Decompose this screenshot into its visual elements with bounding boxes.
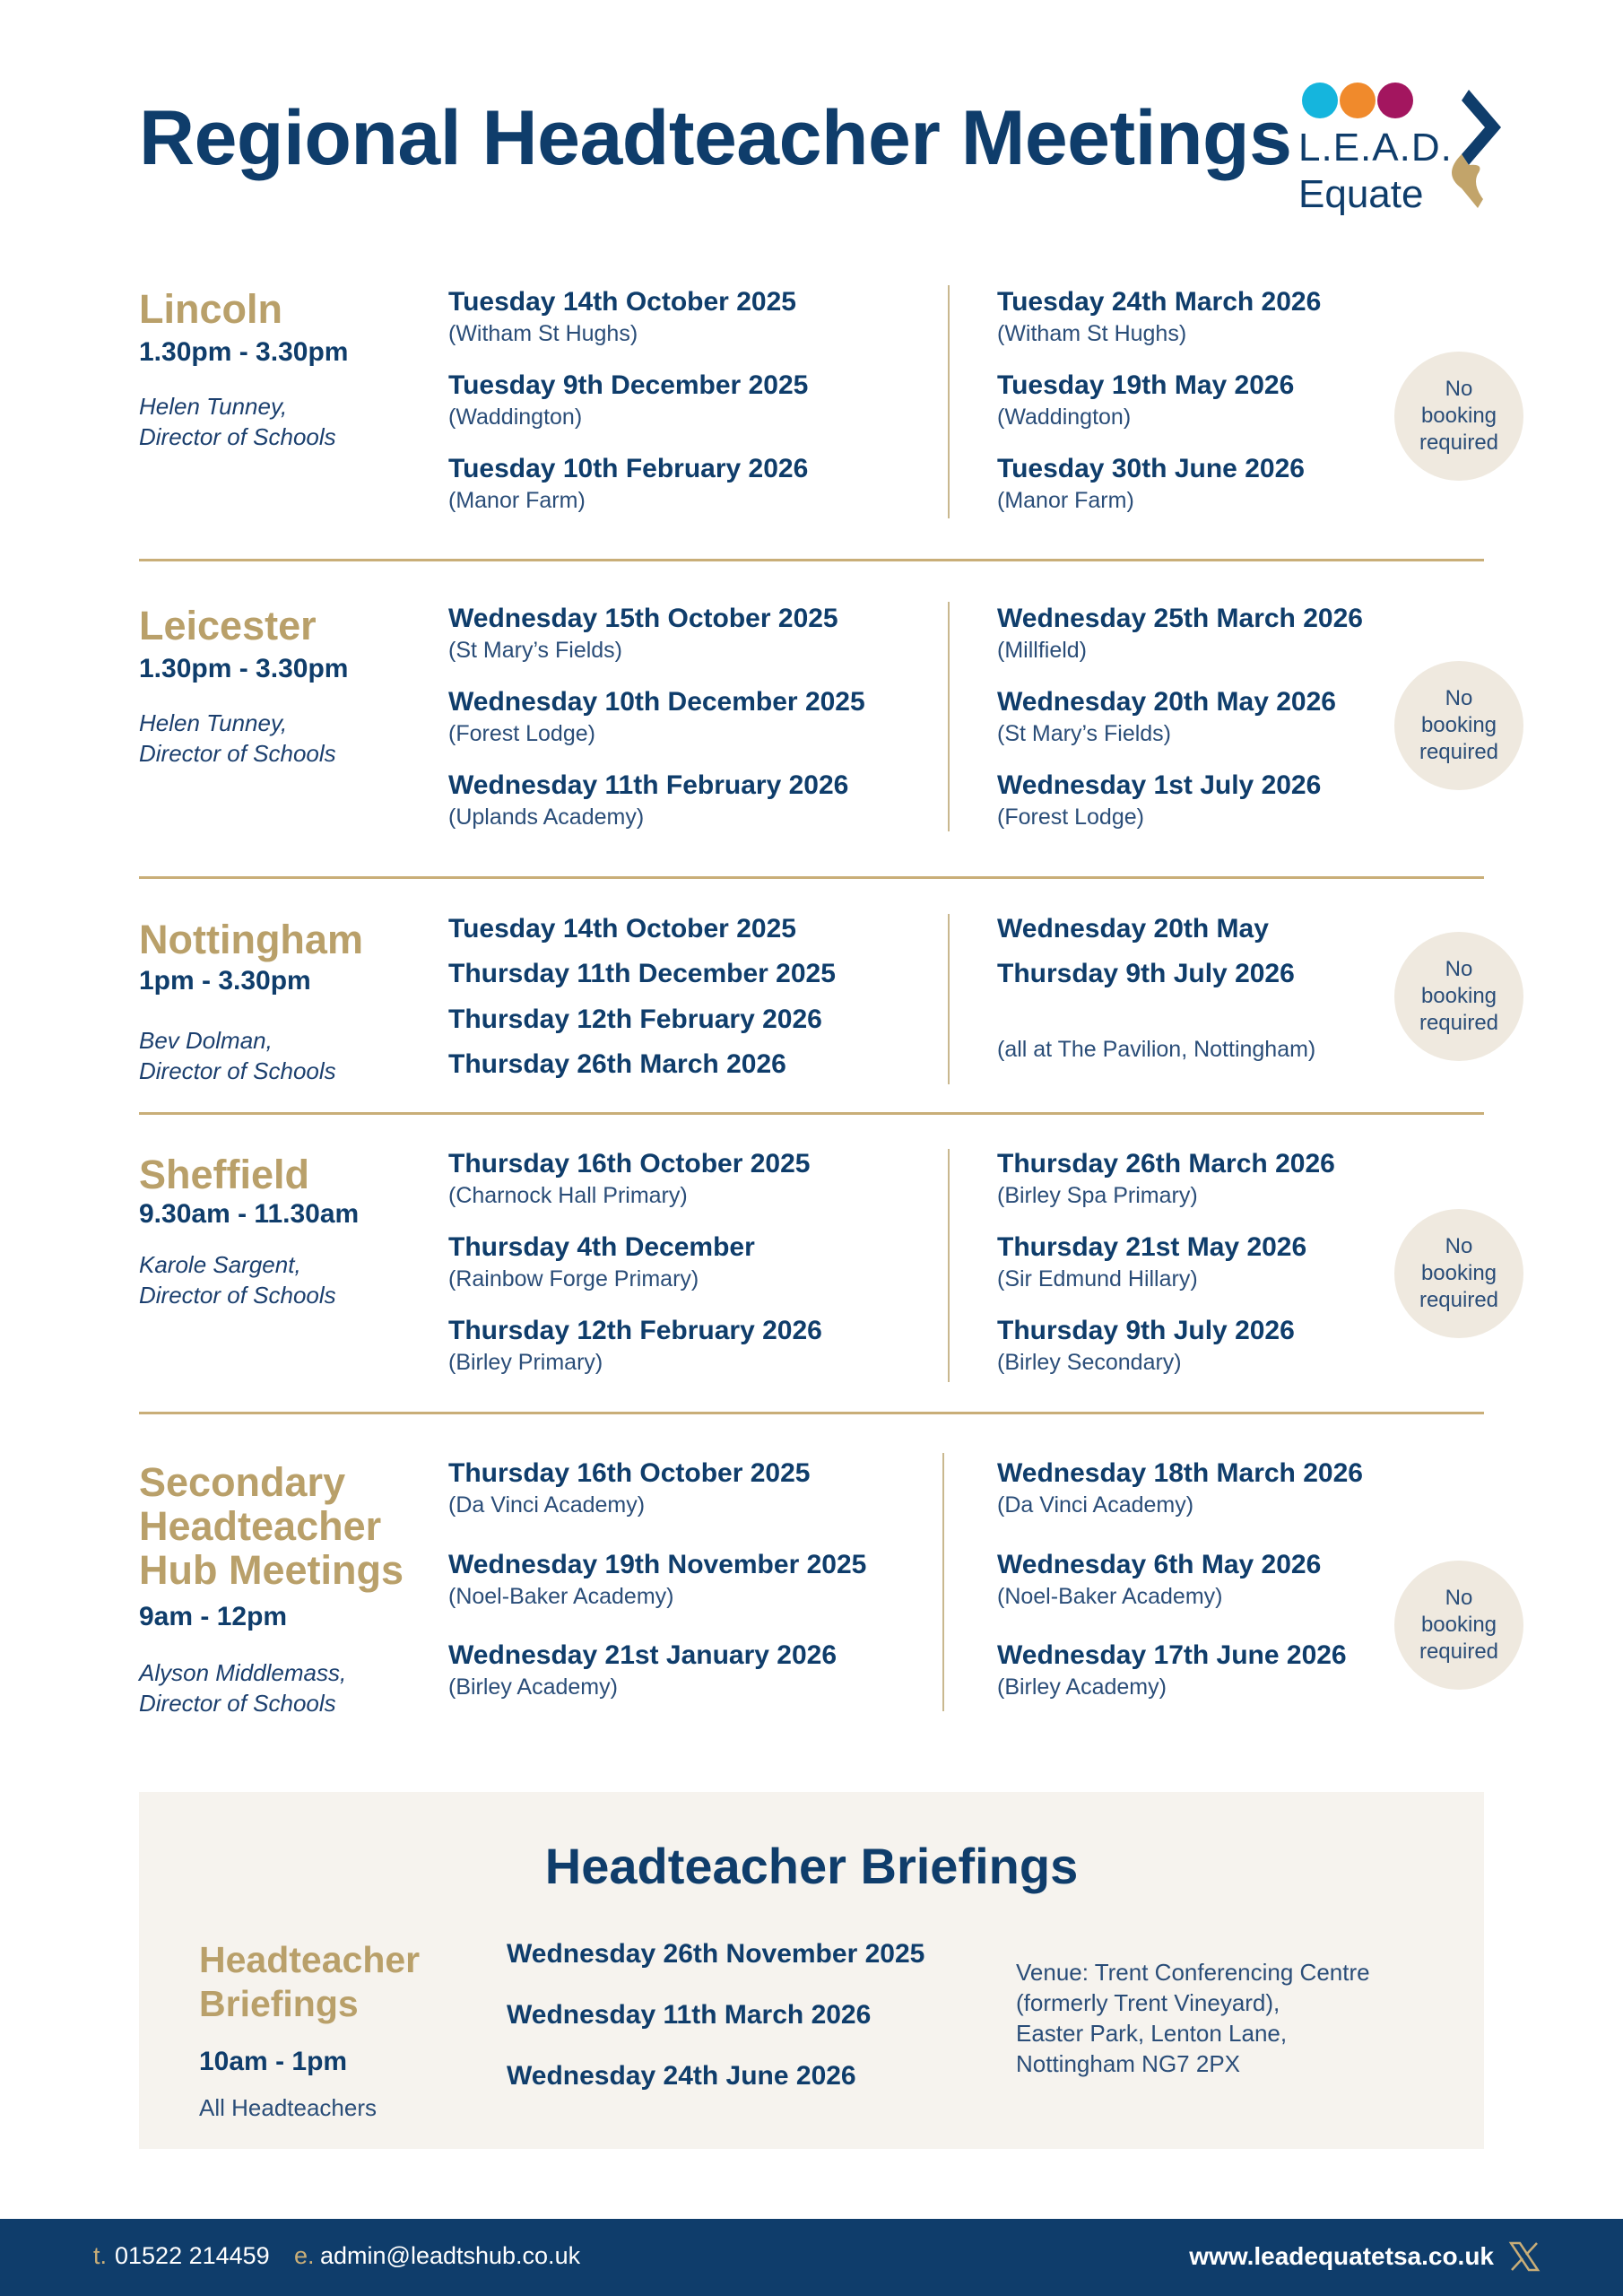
briefing-venue-line: Nottingham NG7 2PX (1016, 2050, 1241, 2077)
footer-bar (0, 2219, 1623, 2296)
column-divider (948, 1149, 950, 1382)
meeting-venue: (Uplands Academy) (448, 804, 645, 830)
meeting-date: Thursday 9th July 2026 (997, 959, 1295, 988)
briefing-venue-line: Easter Park, Lenton Lane, (1016, 2020, 1288, 2047)
meeting-venue: (Charnock Hall Primary) (448, 1183, 688, 1208)
city-name: Lincoln (139, 286, 282, 332)
briefing-venue-line: (formerly Trent Vineyard), (1016, 1989, 1280, 2016)
badge-line: No (1445, 1586, 1473, 1610)
section-divider (139, 1112, 1484, 1115)
badge-line: required (1419, 1011, 1499, 1035)
email-link[interactable]: admin@leadtshub.co.uk (320, 2242, 581, 2269)
no-booking-badge (1394, 1561, 1523, 1690)
person-name: Helen Tunney, (139, 393, 288, 420)
meeting-venue: (Birley Spa Primary) (997, 1183, 1198, 1208)
section-divider (139, 1412, 1484, 1414)
meeting-date: Tuesday 30th June 2026 (997, 454, 1305, 483)
meeting-date: Wednesday 20th May (997, 914, 1269, 944)
meeting-date: Wednesday 10th December 2025 (448, 687, 865, 717)
meeting-date: Wednesday 17th June 2026 (997, 1640, 1347, 1670)
badge-line: booking (1420, 1613, 1497, 1637)
briefings-panel (139, 1792, 1484, 2149)
briefing-venue-line: Venue: Trent Conferencing Centre (1016, 1959, 1370, 1986)
briefings-subheading-line: Briefings (199, 1983, 359, 2024)
meeting-date: Tuesday 19th May 2026 (997, 370, 1295, 400)
meeting-venue: (Birley Academy) (997, 1674, 1167, 1700)
meeting-date: Thursday 26th March 2026 (448, 1049, 786, 1079)
section-divider (139, 559, 1484, 561)
person-name: Alyson Middlemass, (139, 1659, 347, 1686)
meeting-date: Thursday 11th December 2025 (448, 959, 836, 988)
x-icon[interactable] (1508, 2240, 1541, 2273)
person-role: Director of Schools (139, 1690, 336, 1717)
logo-dot-orange (1340, 83, 1376, 118)
section-sheffield (139, 1149, 1499, 1391)
meeting-date: Thursday 4th December (448, 1232, 755, 1262)
meeting-time: 9.30am - 11.30am (139, 1199, 360, 1229)
briefings-audience: All Headteachers (199, 2094, 377, 2121)
column-divider (948, 602, 950, 831)
meeting-date: Tuesday 9th December 2025 (448, 370, 809, 400)
meeting-venue: (Waddington) (997, 404, 1132, 430)
city-name-line: Secondary (139, 1459, 346, 1505)
logo-dot-blue (1302, 83, 1338, 118)
badge-line: required (1419, 430, 1499, 455)
meeting-date: Wednesday 11th February 2026 (448, 770, 849, 800)
website-link[interactable]: www.leadequatetsa.co.uk (1189, 2242, 1494, 2270)
no-booking-badge (1394, 932, 1523, 1061)
briefing-date: Wednesday 24th June 2026 (507, 2061, 856, 2091)
meeting-venue: (Birley Primary) (448, 1350, 603, 1375)
meeting-venue: (Da Vinci Academy) (997, 1492, 1194, 1518)
column-divider (948, 914, 950, 1084)
meeting-venue: (Forest Lodge) (997, 804, 1144, 830)
person-role: Director of Schools (139, 1057, 336, 1084)
city-name-line: Headteacher (139, 1503, 382, 1549)
email-label: e. (294, 2242, 315, 2269)
phone-label: t. (93, 2242, 108, 2269)
meeting-venue: (Rainbow Forge Primary) (448, 1266, 699, 1292)
no-booking-badge (1394, 661, 1523, 790)
column-divider (942, 1453, 944, 1711)
meeting-time: 1.30pm - 3.30pm (139, 337, 349, 367)
briefings-subheading-line: Headteacher (199, 1939, 421, 1980)
badge-line: booking (1420, 404, 1497, 428)
lead-equate-logo (1298, 83, 1514, 217)
meeting-date: Wednesday 21st January 2026 (448, 1640, 838, 1670)
meeting-time: 1.30pm - 3.30pm (139, 654, 349, 683)
meeting-venue: (Witham St Hughs) (997, 321, 1187, 346)
logo-dot-purple (1377, 83, 1413, 118)
phone-number[interactable]: 01522 214459 (115, 2242, 270, 2269)
meeting-venue: (Noel-Baker Academy) (997, 1584, 1223, 1609)
city-name: Sheffield (139, 1152, 310, 1197)
meeting-venue: (Sir Edmund Hillary) (997, 1266, 1198, 1292)
meeting-venue: (Birley Secondary) (997, 1350, 1182, 1375)
city-name-line: Hub Meetings (139, 1547, 404, 1593)
badge-line: required (1419, 740, 1499, 764)
meeting-venue: (Da Vinci Academy) (448, 1492, 646, 1518)
city-name: Leicester (139, 603, 317, 648)
city-name: Nottingham (139, 917, 363, 962)
meeting-venue: (Noel-Baker Academy) (448, 1584, 674, 1609)
meeting-date: Thursday 21st May 2026 (997, 1232, 1307, 1262)
meeting-venue: (Birley Academy) (448, 1674, 618, 1700)
section-secondary-hub (139, 1458, 1499, 1727)
person-name: Helen Tunney, (139, 709, 288, 736)
person-role: Director of Schools (139, 740, 336, 767)
briefings-time: 10am - 1pm (199, 2047, 348, 2076)
section-divider (139, 876, 1484, 879)
section-nottingham (139, 914, 1499, 1093)
meeting-venue: (Witham St Hughs) (448, 321, 638, 346)
section-leicester (139, 600, 1499, 842)
person-name: Bev Dolman, (139, 1027, 273, 1054)
no-booking-badge (1394, 1209, 1523, 1338)
person-role: Director of Schools (139, 1282, 336, 1309)
no-booking-badge (1394, 352, 1523, 481)
meeting-date: Wednesday 6th May 2026 (997, 1550, 1322, 1579)
meeting-date: Wednesday 20th May 2026 (997, 687, 1336, 717)
badge-line: No (1445, 957, 1473, 981)
meeting-date: Tuesday 10th February 2026 (448, 454, 809, 483)
meeting-date: Thursday 12th February 2026 (448, 1316, 822, 1345)
meeting-date: Wednesday 18th March 2026 (997, 1458, 1363, 1488)
meeting-date: Wednesday 19th November 2025 (448, 1550, 867, 1579)
meeting-date: Tuesday 14th October 2025 (448, 914, 796, 944)
badge-line: No (1445, 1234, 1473, 1258)
badge-line: No (1445, 686, 1473, 710)
meeting-venue: (St Mary’s Fields) (997, 721, 1172, 746)
column-divider (948, 285, 950, 518)
meeting-date: Thursday 26th March 2026 (997, 1149, 1335, 1178)
badge-line: No (1445, 377, 1473, 401)
logo-ribbon-icon (1442, 88, 1510, 213)
meeting-venue: (Manor Farm) (997, 488, 1134, 513)
meeting-time: 9am - 12pm (139, 1602, 288, 1631)
briefings-heading: Headteacher Briefings (544, 1838, 1079, 1894)
person-role: Director of Schools (139, 423, 336, 450)
meeting-date: Thursday 12th February 2026 (448, 1004, 822, 1034)
briefing-date: Wednesday 26th November 2025 (507, 1939, 925, 1969)
meeting-date: Wednesday 1st July 2026 (997, 770, 1322, 800)
meeting-date: Wednesday 25th March 2026 (997, 604, 1363, 633)
person-name: Karole Sargent, (139, 1251, 301, 1278)
briefing-date: Wednesday 11th March 2026 (507, 2000, 872, 2030)
meeting-date: Tuesday 14th October 2025 (448, 287, 796, 317)
meeting-date: Thursday 16th October 2025 (448, 1458, 811, 1488)
logo-text-lead: L.E.A.D. (1298, 126, 1453, 170)
meeting-venue: (Millfield) (997, 638, 1087, 663)
badge-line: booking (1420, 1261, 1497, 1285)
meeting-time: 1pm - 3.30pm (139, 966, 311, 996)
meeting-venue: (Waddington) (448, 404, 583, 430)
logo-text-equate: Equate (1298, 172, 1424, 216)
meeting-date: Tuesday 24th March 2026 (997, 287, 1322, 317)
page-title: Regional Headteacher Meetings (139, 95, 1292, 181)
meeting-date: Thursday 9th July 2026 (997, 1316, 1295, 1345)
meeting-venue: (St Mary’s Fields) (448, 638, 623, 663)
section-lincoln (139, 283, 1499, 526)
badge-line: booking (1420, 713, 1497, 737)
venue-note: (all at The Pavilion, Nottingham) (997, 1037, 1316, 1062)
badge-line: required (1419, 1288, 1499, 1312)
meeting-venue: (Manor Farm) (448, 488, 586, 513)
meeting-date: Wednesday 15th October 2025 (448, 604, 838, 633)
meeting-venue: (Forest Lodge) (448, 721, 595, 746)
meeting-date: Thursday 16th October 2025 (448, 1149, 811, 1178)
badge-line: required (1419, 1639, 1499, 1664)
badge-line: booking (1420, 984, 1497, 1008)
